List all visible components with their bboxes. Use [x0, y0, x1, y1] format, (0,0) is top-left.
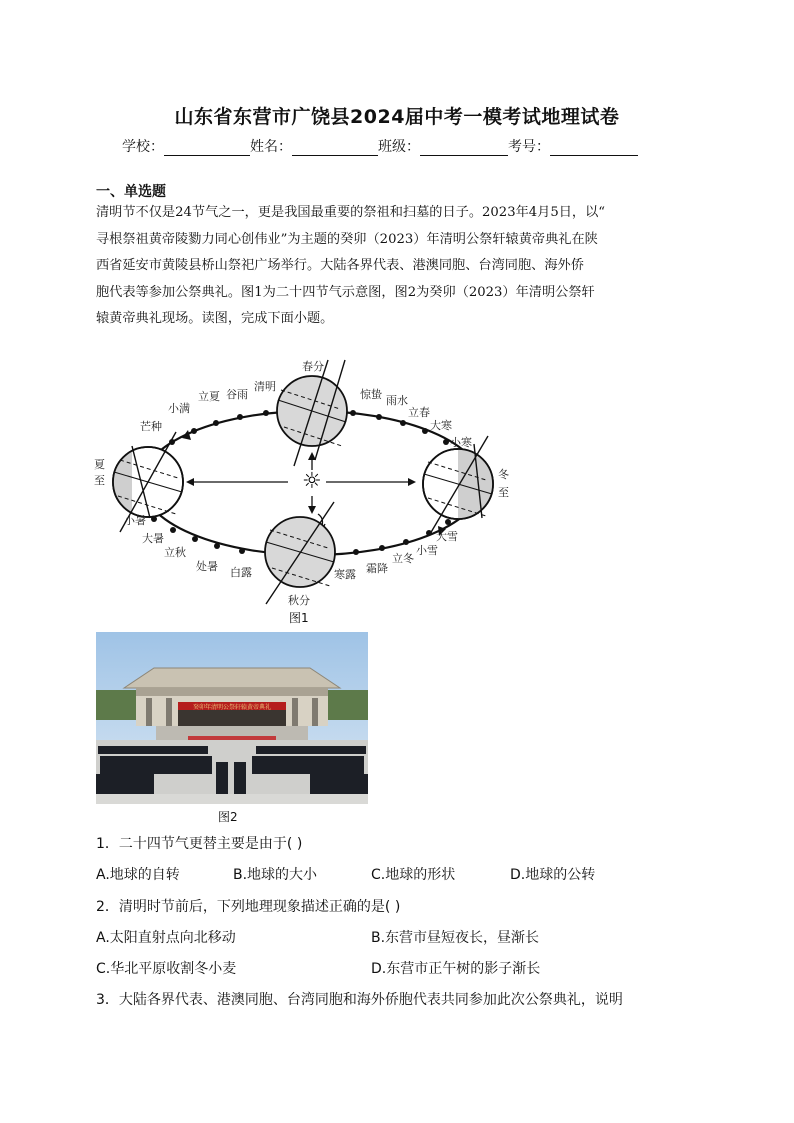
figure2-caption: 图2 [218, 810, 238, 824]
q1-option-c[interactable]: C.地球的形状 [371, 867, 456, 883]
class-label: 班级： [378, 139, 420, 155]
label-guyu: 谷雨 [226, 388, 248, 401]
q1-option-a[interactable]: A.地球的自转 [96, 867, 180, 883]
q2-option-b[interactable]: B.东营市昼短夜长，昼渐长 [371, 930, 540, 946]
earth-spring-equinox [277, 360, 347, 466]
banner-text: 癸卯年清明公祭轩辕黄帝典礼 [192, 704, 272, 711]
passage-line: 清明节不仅是24节气之一，更是我国最重要的祭祖和扫墓的日子。2023年4月5日，以“ [96, 205, 606, 220]
figure1-caption: 图1 [289, 611, 309, 625]
name-label: 姓名： [250, 139, 292, 155]
label-liqiu: 立秋 [164, 546, 186, 559]
label-lidong: 立冬 [392, 552, 414, 565]
label-xiazhi-1: 夏 [94, 458, 105, 471]
label-mangzhong: 芒种 [140, 420, 162, 433]
label-yushui: 雨水 [386, 394, 408, 407]
label-xiaoman: 小满 [168, 402, 190, 415]
label-xiazhi-2: 至 [94, 474, 105, 487]
label-xiaoshu: 小暑 [124, 514, 146, 527]
question-3-stem: 3．大陆各界代表、港澳同胞、台湾同胞和海外侨胞代表共同参加此次公祭典礼，说明 [96, 992, 623, 1008]
exam-title: 山东省东营市广饶县2024届中考一模考试地理试卷 [174, 106, 620, 128]
question-2-stem: 2．清明时节前后，下列地理现象描述正确的是( ) [96, 899, 401, 915]
earth-winter-solstice [423, 436, 493, 534]
exam-number-label: 考号： [508, 139, 550, 155]
label-dahan: 大寒 [430, 419, 452, 432]
label-chushu: 处暑 [196, 560, 218, 573]
passage-line: 西省延安市黄陵县桥山祭祀广场举行。大陆各界代表、港澳同胞、台湾同胞、海外侨 [96, 258, 584, 274]
class-blank[interactable] [420, 139, 508, 156]
label-qingming: 清明 [254, 380, 276, 393]
q1-option-b[interactable]: B.地球的大小 [233, 867, 318, 883]
school-blank[interactable] [164, 139, 250, 156]
label-dashu: 大暑 [142, 532, 164, 545]
section-title: 一、单选题 [96, 184, 166, 200]
label-hanlu: 寒露 [334, 568, 356, 581]
label-jingzhe: 惊蛰 [360, 388, 382, 401]
label-bailu: 白露 [230, 566, 252, 579]
sun-icon: ☼ [302, 469, 322, 494]
name-blank[interactable] [292, 139, 378, 156]
label-lixia: 立夏 [198, 390, 220, 403]
ceremony-photo [96, 632, 368, 804]
q2-option-d[interactable]: D.东营市正午树的影子渐长 [371, 961, 541, 977]
q2-option-c[interactable]: C.华北平原收割冬小麦 [96, 961, 237, 977]
question-1-stem: 1．二十四节气更替主要是由于( ) [96, 836, 303, 852]
label-dongzhi-1: 冬 [498, 468, 509, 481]
label-xiaohan: 小寒 [450, 436, 472, 449]
passage-line: 寻根祭祖黄帝陵勠力同心创伟业”为主题的癸卯（2023）年清明公祭轩辕黄帝典礼在陕 [96, 231, 598, 247]
passage-line: 辕黄帝典礼现场。读图，完成下面小题。 [96, 311, 334, 327]
label-chunfen: 春分 [302, 360, 324, 373]
label-shuangjiang: 霜降 [366, 562, 388, 575]
label-daxue: 大雪 [436, 530, 458, 543]
school-label: 学校： [122, 139, 164, 155]
label-dongzhi-2: 至 [498, 486, 509, 499]
solar-terms-diagram [90, 356, 520, 626]
passage-line: 胞代表等参加公祭典礼。图1为二十四节气示意图，图2为癸卯（2023）年清明公祭轩 [96, 284, 595, 300]
q2-option-a[interactable]: A.太阳直射点向北移动 [96, 930, 236, 946]
earth-autumn-equinox [265, 502, 335, 604]
student-info-line [122, 136, 682, 156]
label-qiufen: 秋分 [288, 594, 310, 607]
label-lichun: 立春 [408, 406, 430, 419]
exam-number-blank[interactable] [550, 139, 638, 156]
reading-passage [96, 200, 700, 333]
label-xiaoxue: 小雪 [416, 544, 438, 557]
q1-option-d[interactable]: D.地球的公转 [510, 867, 596, 883]
